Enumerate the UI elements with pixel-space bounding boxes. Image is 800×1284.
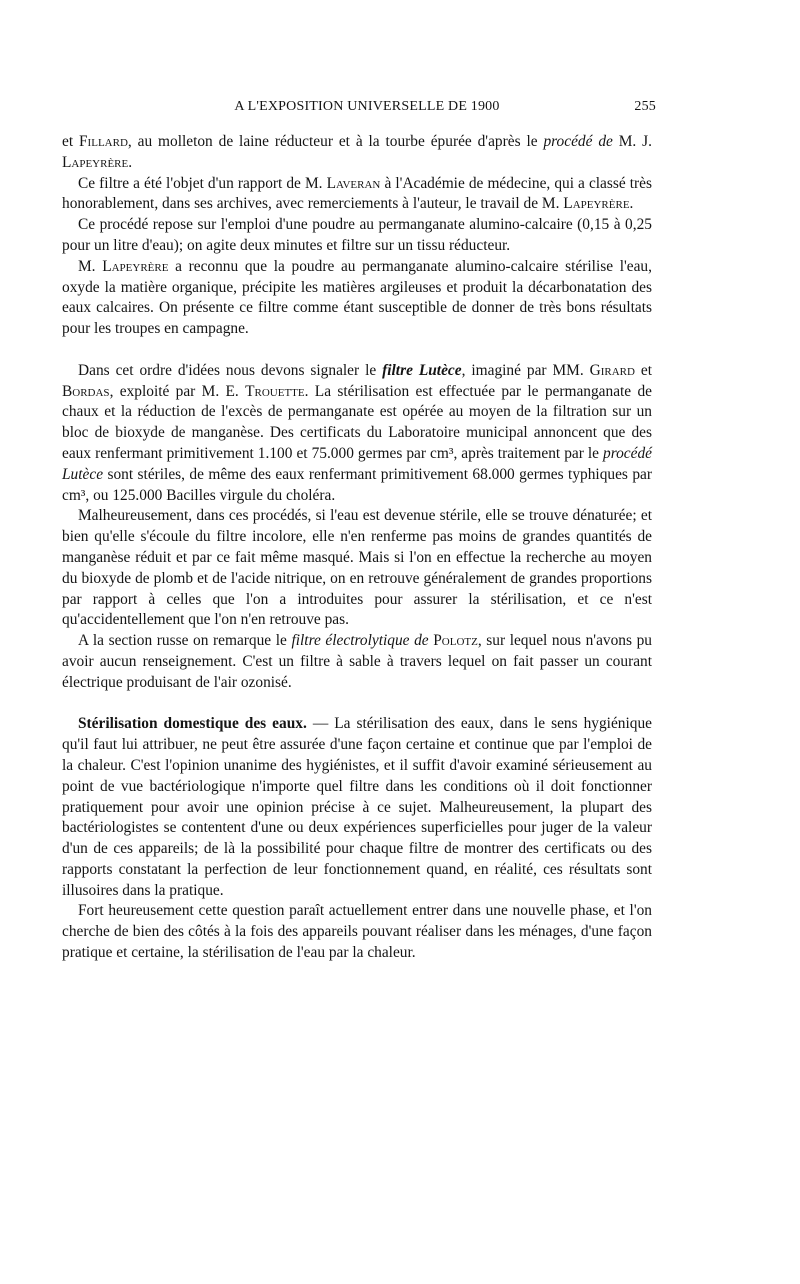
text-run: , sur lequel nous n'avons pu avoir aucun renseignement. C'est un filtre à sable à travers lequel on fait passer un courant électrique produisant de l'air ozonisé. — [62, 632, 652, 691]
running-head — [78, 99, 656, 119]
paragraph-fillard — [62, 132, 652, 174]
text-run: à l'Académie de médecine, qui a classé très honorablement, dans ses archives, avec remerciements à l'auteur, le travail de M. — [62, 174, 652, 213]
paragraph-procede: Ce procédé repose sur l'emploi d'une poudre au permanganate alumino-calcaire (0,15 à 0,25 pour un litre d'eau); on agite deux minutes et filtre sur un tissu réducteur. — [62, 216, 652, 254]
text-run: M. — [78, 257, 103, 275]
paragraph-filtre-lutece — [62, 361, 652, 507]
body-text — [62, 132, 652, 964]
italic-run: filtre électrolytique de — [291, 632, 429, 650]
page-number: 255 — [634, 99, 656, 114]
name-lapeyrere: Lapeyrère — [563, 195, 630, 213]
text-run: et — [634, 361, 653, 379]
paragraph-fort-heureusement: Fort heureusement cette question paraît actuellement entrer dans une nouvelle phase, et l'on cherche de bien des côtés à la fois des appareils pouvant réaliser dans les ménages, d'une façon pratique et certaine, la stérilisation de l'eau par la chaleur. — [62, 902, 652, 962]
text-run: A la section russe on remarque le — [78, 632, 292, 650]
name-lapeyrere: Lapeyrère — [102, 257, 169, 275]
name-polotz: Polotz — [433, 632, 478, 650]
text-run: Ce filtre a été l'objet d'un rapport de M. — [78, 174, 327, 192]
text-run: , imaginé par MM. — [461, 361, 590, 379]
text-run: . La stérilisation est effectuée par le permanganate de chaux et la réduction de l'excès de permanganate est opérée au moyen de la filtration sur un bloc de bioxyde de manganèse. Des certificats du Laboratoire municipal annoncent que des eaux renfermant primitivement 1.100 et 75.000 germes par cm³, après traitement par le — [62, 382, 652, 462]
text-run: . — [128, 153, 133, 171]
name-laveran: Laveran — [326, 174, 381, 192]
paragraph-laveran — [62, 174, 652, 216]
paragraph-sterilisation-domestique — [62, 714, 652, 901]
text-run: et — [62, 133, 79, 150]
text-run: , exploité par M. E. — [109, 382, 246, 400]
running-title: A L'EXPOSITION UNIVERSELLE DE 1900 — [234, 99, 500, 114]
name-trouette: Trouette — [245, 382, 305, 400]
text-run: — La stérilisation des eaux, dans le sens hygiénique qu'il faut lui attribuer, ne peut être assurée d'une façon certaine et continue que par l'emploi de la chaleur. C'est l'opinion unanime des hygiénistes, et il suffit d'avoir examiné sérieusement au point de vue bactériologique n'importe quel filtre dans les conditions où il doit fonctionner pratiquement pour avoir une opinion précise à ce sujet. Malheureusement, la plupart des bactériologistes se contentent d'une ou deux expériences superficielles pour juger de la valeur d'un de ces appareils; de là la possibilité pour chaque filtre de montrer des certificats ou des rapports constatant la perfection de leur fonctionnement quand, en réalité, ces résultats sont illusoires dans la pratique. — [62, 715, 652, 899]
name-fillard: Fillard — [79, 133, 128, 150]
name-girard: Girard — [589, 361, 635, 379]
text-run: a reconnu que la poudre au permanganate alumino-calcaire stérilise l'eau, oxyde la matière organique, précipite les matières argileuses et produit la décarbonatation des eaux calcaires. On présente ce filtre comme étant susceptible de donner de très bons résultats pour les troupes en campagne. — [62, 257, 652, 338]
text-run: . — [629, 195, 634, 213]
name-bordas: Bordas — [62, 382, 110, 400]
text-run: Dans cet ordre d'idées nous devons signaler le — [78, 361, 383, 379]
paragraph-section-russe — [62, 631, 652, 693]
italic-run: procédé Lutèce — [62, 444, 652, 483]
name-lapeyrere: Lapeyrère — [62, 153, 129, 171]
section-heading: Stérilisation domestique des eaux. — [78, 715, 307, 733]
text-run: sont stériles, de même des eaux renfermant primitivement 68.000 germes typhiques par cm³, ou 125.000 Bacilles virgule du choléra. — [62, 465, 652, 504]
paragraph-malheureusement: Malheureusement, dans ces procédés, si l'eau est devenue stérile, elle se trouve dénaturée; et bien qu'elle s'écoule du filtre incolore, elle n'en renferme pas moins de grandes quantités de manganèse réduit et par ce fait même masqué. Mais si l'on en effectue la recherche au moyen du bioxyde de plomb et de l'acide nitrique, on en retrouve généralement de grandes proportions par rapport à celles que l'on a introduites pour assurer la stérilisation, et ce n'est qu'accidentellement que l'on n'en retrouve pas. — [62, 507, 652, 629]
paragraph-lapeyrere — [62, 257, 652, 340]
text-run: M. J. — [612, 133, 652, 150]
text-run: , au molleton de laine réducteur et à la tourbe épurée d'après le — [127, 133, 544, 150]
italic-run: filtre Lutèce — [382, 361, 462, 379]
italic-run: procédé de — [543, 133, 613, 150]
